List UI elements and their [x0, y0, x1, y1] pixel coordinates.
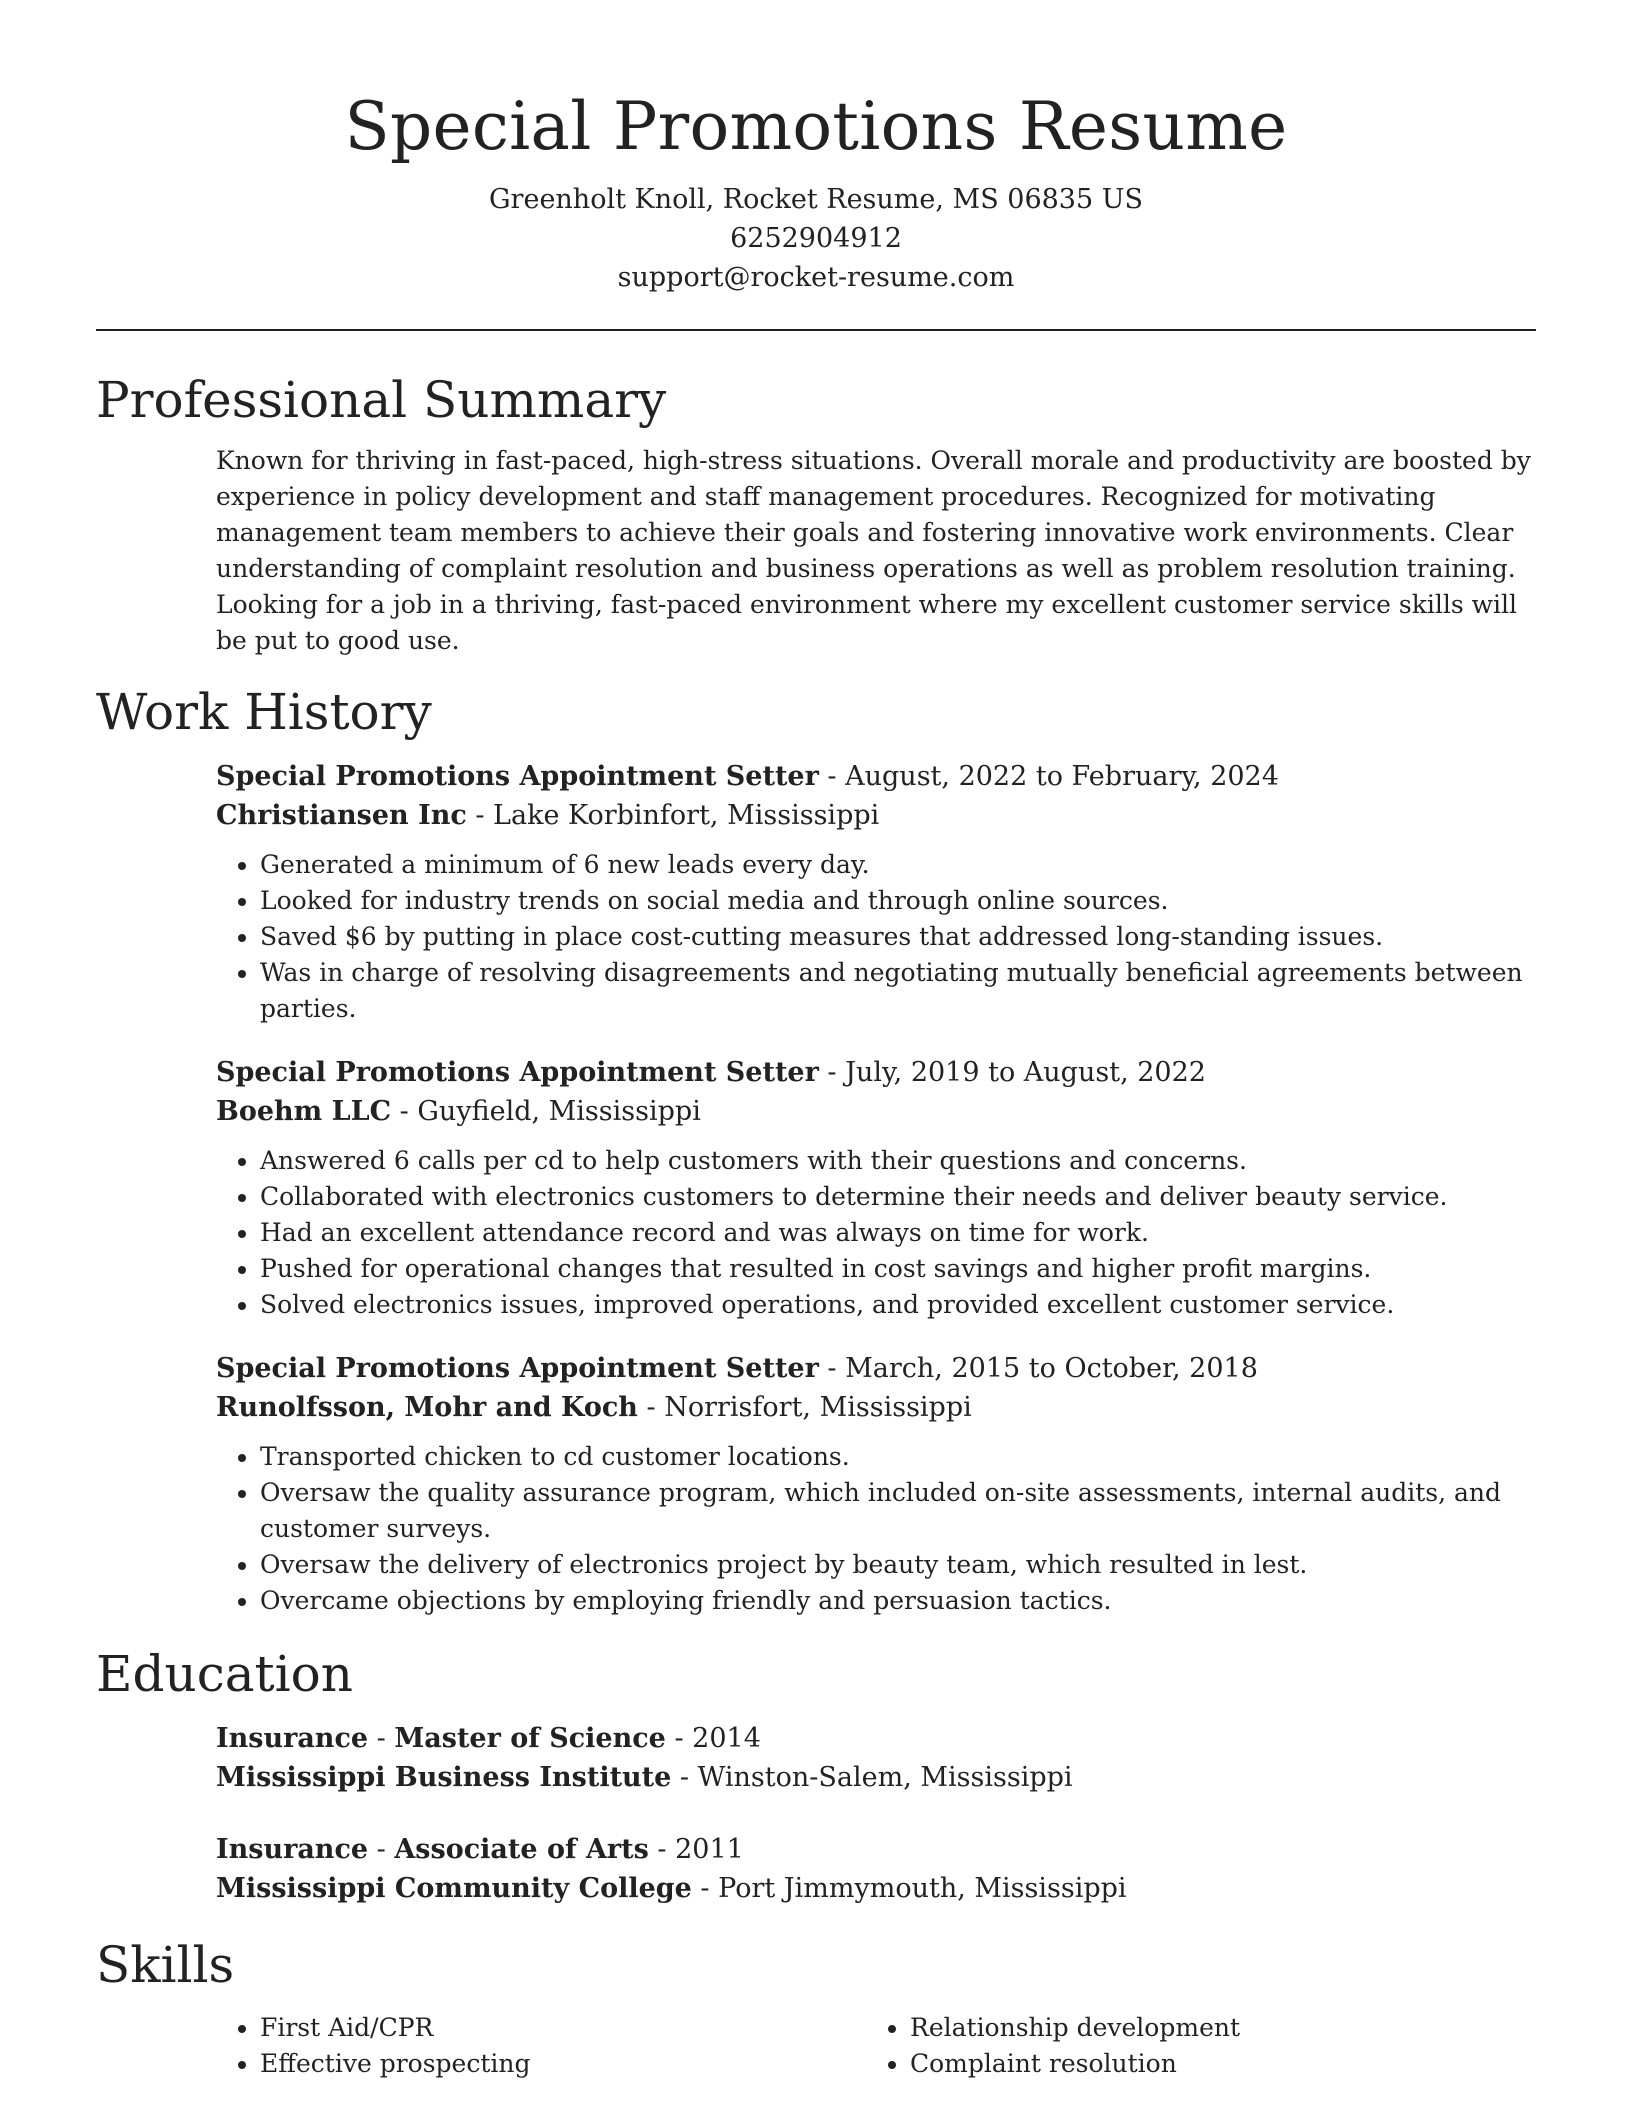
job-bullet: • Transported chicken to cd customer locations. [260, 1439, 1536, 1475]
skill-item: • Effective prospecting [260, 2046, 866, 2082]
job-bullet: • Oversaw the delivery of electronics project by beauty team, which resulted in lest. [260, 1547, 1536, 1583]
education-location: - Winston-Salem, Mississippi [671, 1762, 1073, 1793]
education-location: - Port Jimmymouth, Mississippi [691, 1873, 1127, 1904]
education-degree-line [216, 1719, 1536, 1758]
work-history-heading: Work History [96, 683, 432, 741]
resume-title: Special Promotions Resume [344, 88, 1288, 165]
contact-phone: 6252904912 [730, 223, 902, 254]
contact-email: support@rocket-resume.com [617, 262, 1015, 293]
job-bullet: • Saved $6 by putting in place cost-cutting measures that addressed long-standing issues. [260, 919, 1536, 955]
contact-info [96, 180, 1536, 297]
education-degree-line [216, 1830, 1536, 1869]
job-dates: - August, 2022 to February, 2024 [818, 761, 1279, 792]
job-title: Special Promotions Appointment Setter [216, 1057, 819, 1088]
skill-item: • Relationship development [910, 2010, 1516, 2046]
education-degree: Associate of Arts [394, 1834, 649, 1865]
job-location: - Guyfield, Mississippi [391, 1096, 701, 1127]
job-company-line [216, 1092, 1536, 1131]
education-heading: Education [96, 1645, 353, 1703]
education-entry [216, 1719, 1536, 1797]
job-title-line [216, 757, 1536, 796]
job-bullet: • Pushed for operational changes that resulted in cost savings and higher profit margins. [260, 1251, 1536, 1287]
skills-grid [216, 2010, 1526, 2082]
education-separator: - [368, 1723, 395, 1754]
job-title: Special Promotions Appointment Setter [216, 761, 819, 792]
job-bullet: • Overcame objections by employing friendly and persuasion tactics. [260, 1583, 1536, 1619]
job-bullet: • Generated a minimum of 6 new leads every day. [260, 847, 1536, 883]
skills-heading: Skills [96, 1936, 235, 1994]
job-company-line [216, 796, 1536, 835]
job-title-line [216, 1349, 1536, 1388]
job-bullet: • Was in charge of resolving disagreements and negotiating mutually beneficial agreements between parties. [260, 955, 1536, 1027]
summary-heading: Professional Summary [96, 371, 667, 429]
job-bullets [216, 847, 1536, 1027]
job-dates: - March, 2015 to October, 2018 [818, 1353, 1258, 1384]
education-degree: Master of Science [394, 1723, 666, 1754]
skills-column-right [866, 2010, 1516, 2082]
education-section [96, 1643, 1536, 1908]
job-title: Special Promotions Appointment Setter [216, 1353, 819, 1384]
job-bullet: • Collaborated with electronics customers to determine their needs and deliver beauty service. [260, 1179, 1536, 1215]
job-entry [216, 1053, 1536, 1323]
job-bullets [216, 1143, 1536, 1323]
skill-item: • Complaint resolution [910, 2046, 1516, 2082]
education-school-line [216, 1758, 1536, 1797]
job-bullet: • Looked for industry trends on social media and through online sources. [260, 883, 1536, 919]
education-year: - 2011 [648, 1834, 744, 1865]
job-location: - Lake Korbinfort, Mississippi [466, 800, 880, 831]
job-company: Boehm LLC [216, 1096, 392, 1127]
header-divider [96, 329, 1536, 331]
job-title-line [216, 1053, 1536, 1092]
job-dates: - July, 2019 to August, 2022 [818, 1057, 1206, 1088]
job-entry [216, 757, 1536, 1027]
contact-address: Greenholt Knoll, Rocket Resume, MS 06835 US [488, 184, 1143, 215]
skills-column-left [216, 2010, 866, 2082]
work-history-section [96, 681, 1536, 1619]
skill-item: • First Aid/CPR [260, 2010, 866, 2046]
skills-section [96, 1934, 1536, 2082]
job-bullet: • Had an excellent attendance record and was always on time for work. [260, 1215, 1536, 1251]
job-location: - Norrisfort, Mississippi [637, 1392, 972, 1423]
job-bullets [216, 1439, 1536, 1619]
job-entry [216, 1349, 1536, 1619]
education-school: Mississippi Community College [216, 1873, 692, 1904]
education-year: - 2014 [665, 1723, 761, 1754]
job-company: Runolfsson, Mohr and Koch [216, 1392, 638, 1423]
job-company-line [216, 1388, 1536, 1427]
education-school-line [216, 1869, 1536, 1908]
job-company: Christiansen Inc [216, 800, 467, 831]
job-bullet: • Oversaw the quality assurance program, which included on-site assessments, internal audits, and customer surveys. [260, 1475, 1536, 1547]
job-bullet: • Solved electronics issues, improved operations, and provided excellent customer service. [260, 1287, 1536, 1323]
education-entry [216, 1830, 1536, 1908]
summary-section [96, 369, 1536, 659]
summary-text: Known for thriving in fast-paced, high-stress situations. Overall morale and productivity are boosted by experience in policy development and staff management procedures. Recognized for motivating management team members to achieve their goals and fostering innovative work environments. Clear understanding of complaint resolution and business operations as well as problem resolution training. Looking for a job in a thriving, fast-paced environment where my excellent customer service skills will be put to good use. [216, 446, 1531, 655]
resume-header [96, 0, 1536, 297]
education-field: Insurance [216, 1834, 369, 1865]
job-bullet: • Answered 6 calls per cd to help customers with their questions and concerns. [260, 1143, 1536, 1179]
education-field: Insurance [216, 1723, 369, 1754]
education-school: Mississippi Business Institute [216, 1762, 672, 1793]
education-separator: - [368, 1834, 395, 1865]
